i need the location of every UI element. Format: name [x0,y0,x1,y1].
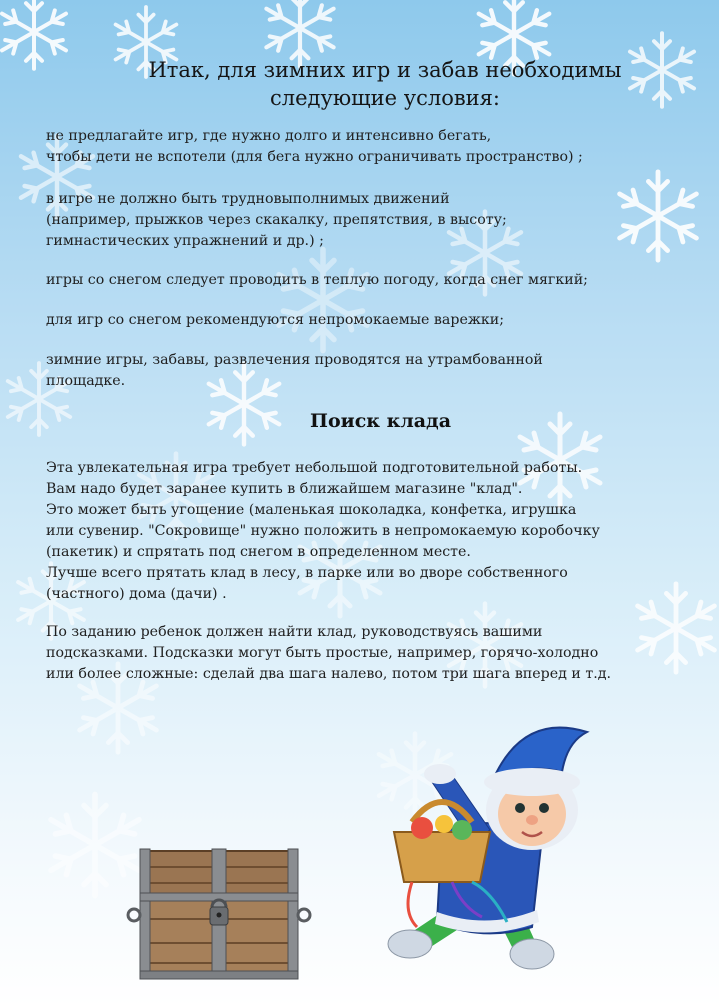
page-heading [0,56,719,112]
heading-line: Итак, для зимних игр и забав необходимы [148,58,622,82]
snowflake-icon [268,245,378,355]
game-description: Эта увлекательная игра требует небольшой подготовительной работы. Вам надо будет заранее купить в ближайшем магазине "клад". Это может быть угощение (маленькая шоколадка, конфетка, игрушка или сувенир. "Сокровище" нужно положить в непромокаемую коробочку (пакетик) и спрятать под снегом в определенном месте. Лучше всего прятать клад в лесу, в парке или во дворе собственного (частного) дома (дачи) . [46,460,600,602]
heading-line: следующие условия: [270,86,500,110]
condition-item: в игре не должно быть трудновыполнимых движений (например, прыжков через скакалку, препятствия, в высоту; гимнастических упражнений и др.) ; [46,191,507,249]
treasure-chest [126,845,312,981]
game-title: Поиск клада [310,410,452,432]
condition-item: не предлагайте игр, где нужно долго и интенсивно бегать, чтобы дети не вспотели (для бега нужно ограничивать пространство) ; [46,128,583,165]
condition-item: для игр со снегом рекомендуются непромокаемые варежки; [46,312,505,328]
game-rules: По заданию ребенок должен найти клад, руководствуясь вашими подсказками. Подсказки могут быть простые, например, горячо-холодно или более сложные: сделай два шага налево, потом три шага вперед и т.д. [46,624,611,682]
condition-item: зимние игры, забавы, развлечения проводятся на утрамбованной площадке. [46,352,543,389]
winter-gnome-with-basket [382,722,607,982]
condition-item: игры со снегом следует проводить в теплую погоду, когда снег мягкий; [46,272,588,288]
